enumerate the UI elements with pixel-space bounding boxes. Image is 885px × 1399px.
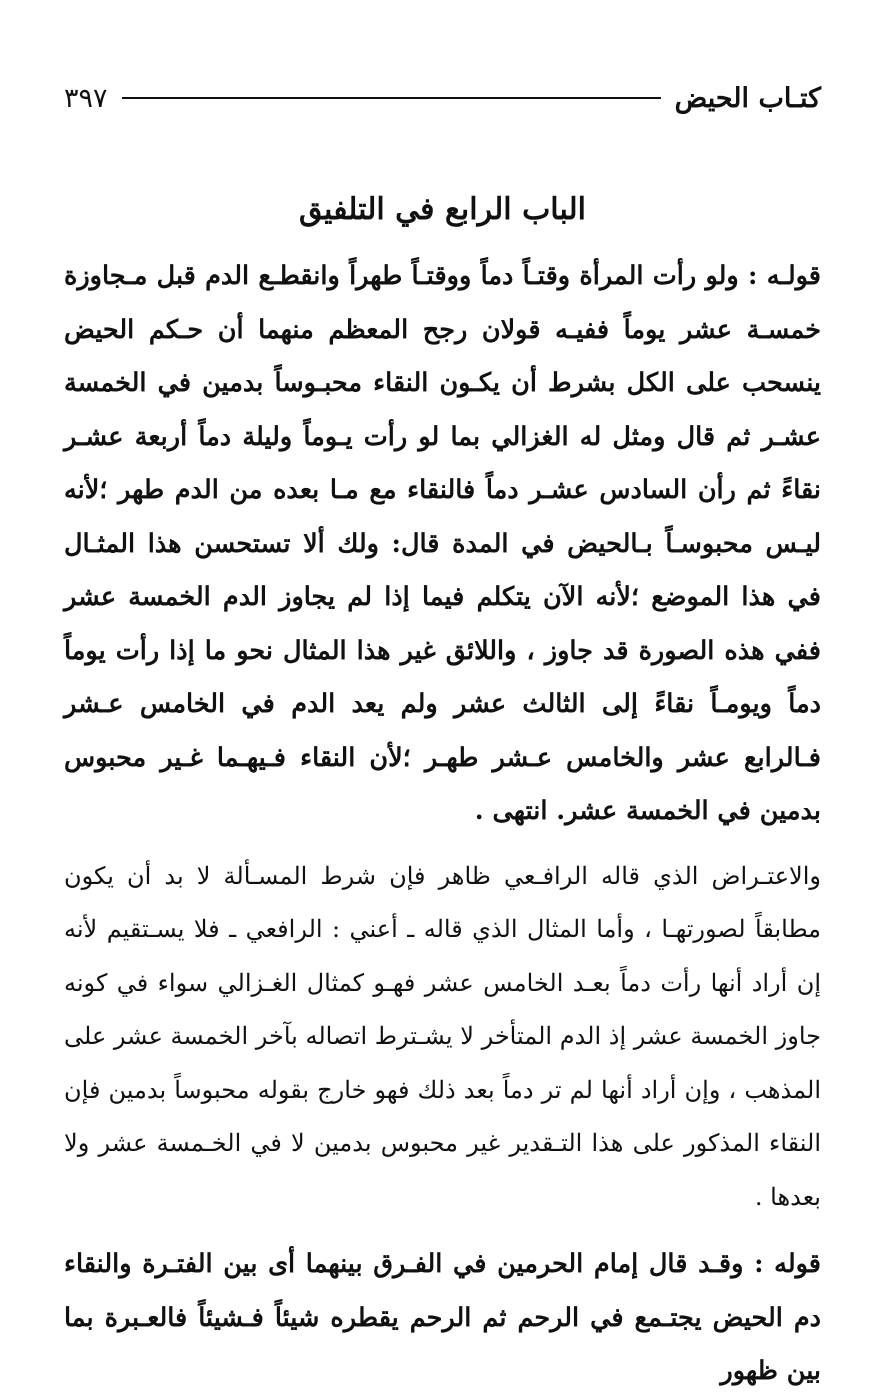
body-text — [64, 250, 821, 1399]
header-title: كتـاب الحيض — [674, 82, 821, 114]
paragraph-3: قوله : وقـد قال إمام الحرمين في الفـرق بينهما أى بين الفتـرة والنقاء دم الحيض يجتـمع في الرحم ثم الرحم يقطره شيئاً فـشيئاً فالعـبرة بما بين ظهور — [64, 1249, 821, 1386]
paragraph-2: والاعتـراض الذي قاله الرافـعي ظاهر فإن شرط المسـألة لا بد أن يكون مطابقاً لصورتهـا ، وأما المثال الذي قاله ـ أعني : الرافعي ـ فلا يسـتقيم لأنه إن أراد أنها رأت دماً بعـد الخامس عشر فهـو كمثال الغـزالي سواء في كونه جاوز الخمسة عشر إذ الدم المتأخر لا يشـترط اتصاله بآخر الخمسة عشر على المذهب ، وإن أراد أنها لم تر دماً بعد ذلك فهو خارج بقوله محبوساً بدمين فإن النقاء المذكور على هذا التـقدير غير محبوس بدمين لا في الخـمسة عشر ولا بعدها . — [64, 861, 821, 1211]
header-rule — [122, 97, 661, 99]
page-number: ٣٩٧ — [64, 82, 108, 114]
paragraph-1: قولـه : ولو رأت المرأة وقتـاً دماً ووقتـاً طهراً وانقطـع الدم قبل مـجاوزة خمسـة عشر يوماً ففيـه قولان رجح المعظم منهما أن حـكم الحيض ينسحب على الكل بشرط أن يكـون النقاء محبـوساً بدمين في الخمسة عشـر ثم قال ومثل له الغزالي بما لو رأت يـوماً وليلة دماً أربعة عشـر نقاءً ثم رأن السادس عشـر دماً فالنقاء مع مـا بعده من الدم طهر ؛لأنه ليـس محبوسـاً بـالحيض في المدة قال: ولك ألا تستحسن هذا المثـال في هذا الموضع ؛لأنه الآن يتكلم فيما إذا لم يجاوز الدم الخمسة عشر ففي هذه الصورة قد جاوز ، واللائق غير هذا المثال نحو ما إذا رأت يوماً دماً ويومـاً نقاءً إلى الثالث عشر ولم يعد الدم في الخامس عـشر فـالرابع عشر والخامس عـشر طهـر ؛لأن النقاء فـيهـما غـير محبوس بدمين في الخمسة عشر. انتهى . — [64, 261, 821, 826]
chapter-title: الباب الرابع في التلفيق — [299, 192, 586, 227]
running-header — [64, 78, 821, 118]
